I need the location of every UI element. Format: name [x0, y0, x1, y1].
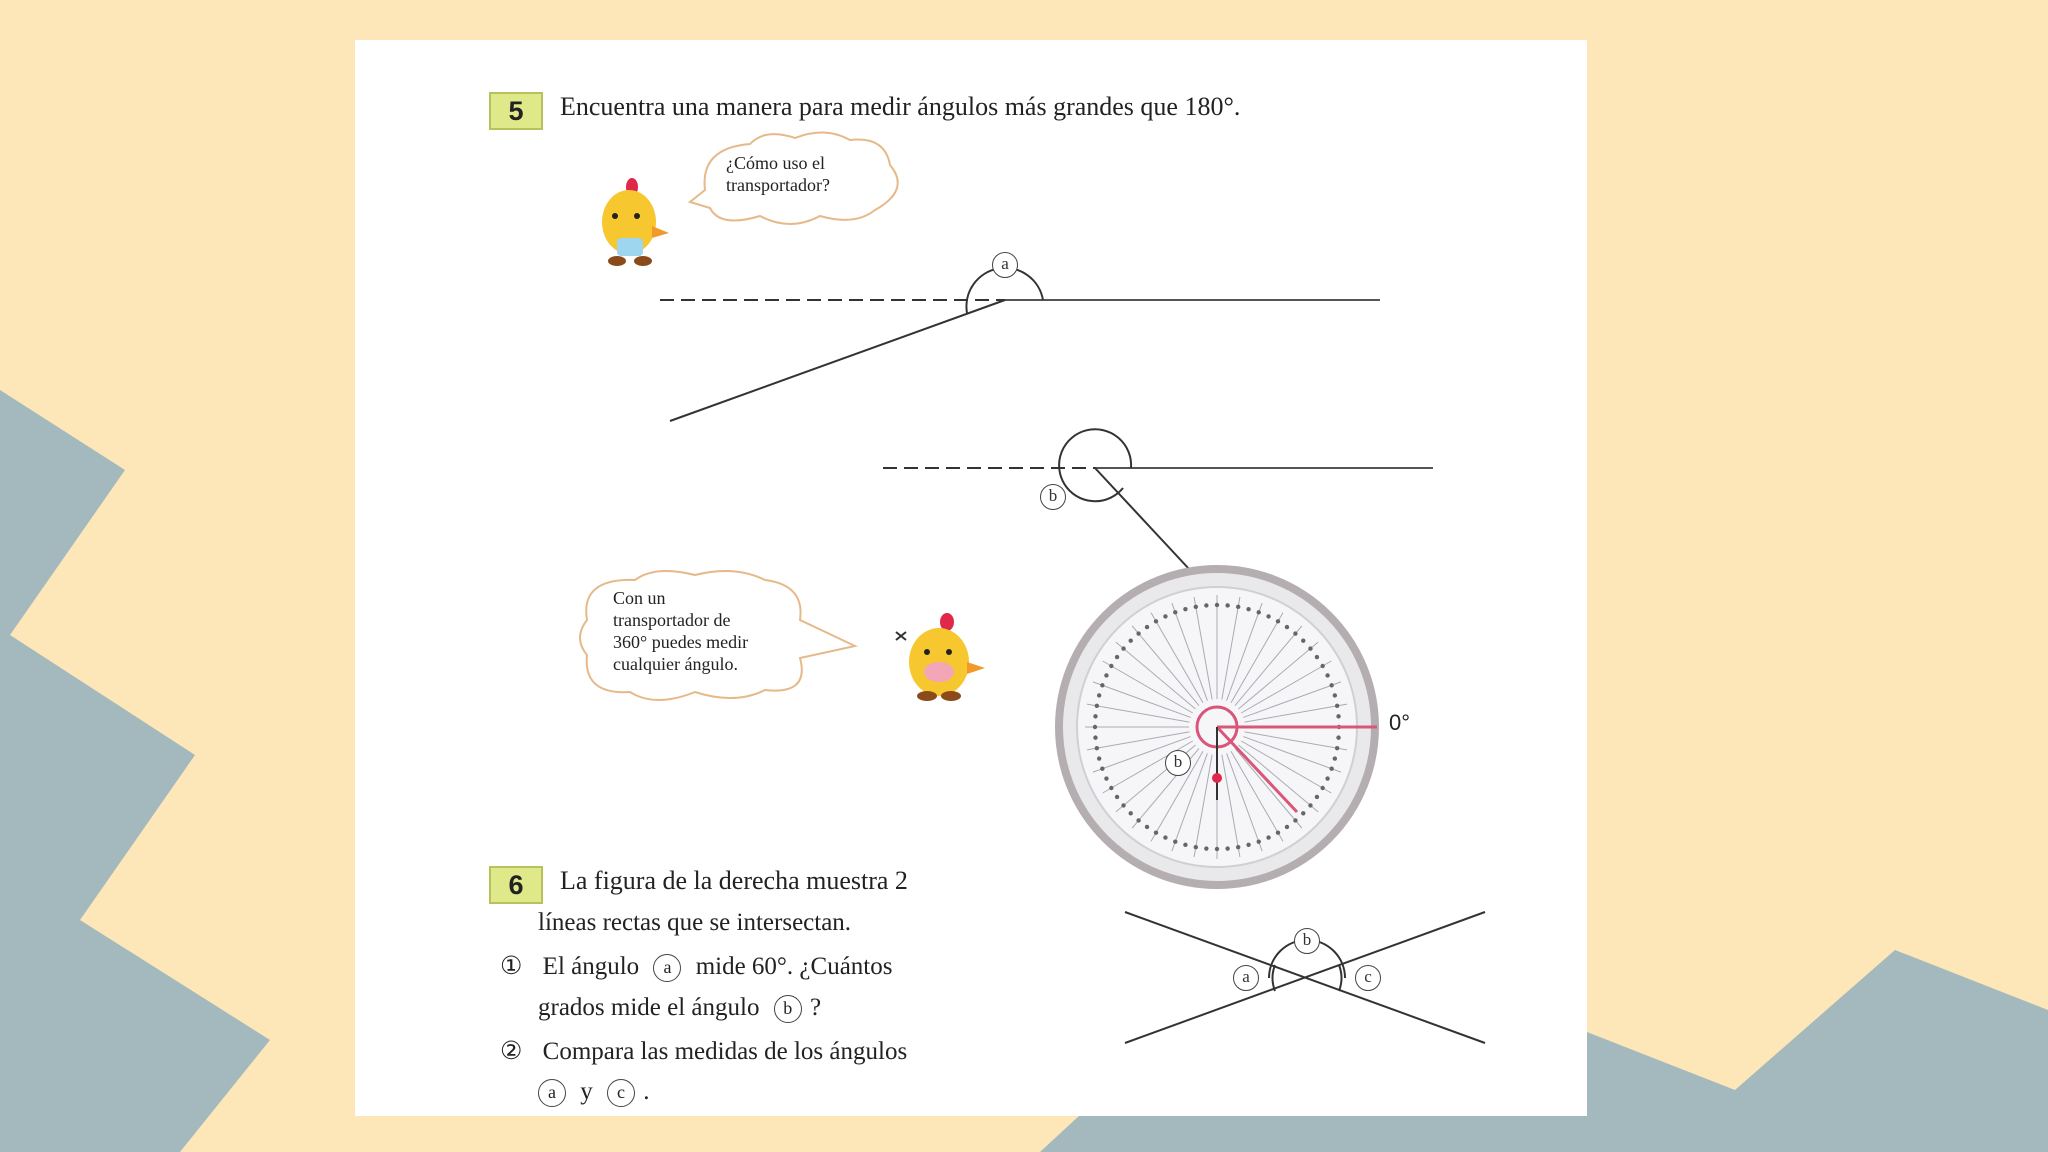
problem-6-line-1: La figura de la derecha muestra 2 [560, 866, 908, 895]
question-1-circle-b: b [774, 995, 802, 1023]
problem-5-text: Encuentra una manera para medir ángulos más grandes que 180°. [560, 92, 1241, 121]
question-1-marker: ① [500, 953, 523, 980]
bubble-1-line-2: transportador? [726, 175, 830, 195]
question-2-circle-c: c [607, 1079, 635, 1107]
question-1-part-1: El ángulo [542, 953, 640, 980]
protractor-zero-label: 0° [1389, 710, 1411, 735]
problem-6-line-2: líneas rectas que se intersectan. [538, 909, 852, 936]
question-1-line-2-part-1: grados mide el ángulo [538, 994, 760, 1021]
angle-b-label: b [1040, 484, 1066, 510]
question-2-y: y [580, 1078, 593, 1105]
question-1-part-2: mide 60°. ¿Cuántos [695, 953, 893, 980]
question-2-text: Compara las medidas de los ángulos [542, 1038, 908, 1065]
bubble-2-line-3: 360° puedes medir [613, 632, 749, 652]
problem-6-number: 6 [489, 866, 543, 904]
problem-5-number: 5 [489, 92, 543, 130]
question-2-marker: ② [500, 1038, 523, 1065]
bubble-2-line-2: transportador de [613, 610, 731, 630]
question-1-line-2-part-2: ? [809, 994, 822, 1021]
question-2-end: . [643, 1078, 650, 1105]
bubble-1-line-1: ¿Cómo uso el [726, 153, 825, 173]
intersecting-lines-figure [355, 40, 1587, 1116]
left-teal-shape [0, 390, 270, 1152]
protractor-b-label: b [1165, 750, 1191, 776]
question-2-circle-a: a [538, 1079, 566, 1107]
figure-angle-b-label: b [1294, 928, 1320, 954]
figure-angle-c-label: c [1355, 965, 1381, 991]
angle-a-label: a [992, 252, 1018, 278]
worksheet-page [355, 40, 1587, 1116]
question-1-circle-a: a [653, 954, 681, 982]
bubble-2-line-1: Con un [613, 588, 666, 608]
figure-angle-a-label: a [1233, 965, 1259, 991]
bubble-2-line-4: cualquier ángulo. [613, 654, 738, 674]
